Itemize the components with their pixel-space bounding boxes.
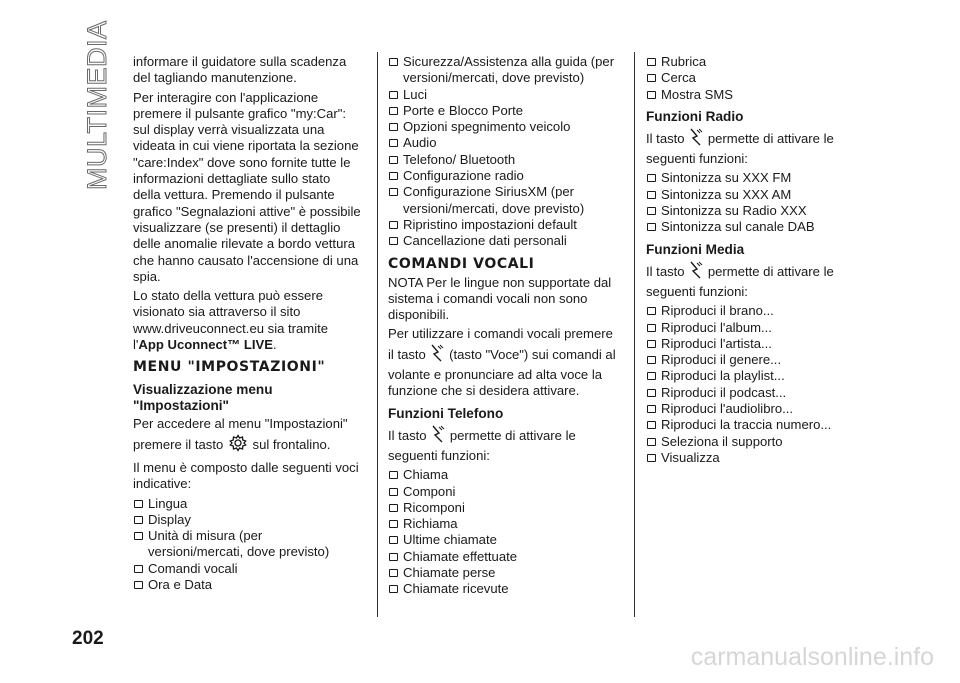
list-item: Riproduci l'audiolibro... <box>646 401 846 417</box>
list-item: Sintonizza su Radio XXX <box>646 203 846 219</box>
section-label: MULTIMEDIA <box>82 20 112 190</box>
column-2 <box>388 54 620 601</box>
list-item: Ora e Data <box>133 577 361 593</box>
heading-funzioni-telefono: Funzioni Telefono <box>388 405 504 421</box>
list-item: Riproduci la playlist... <box>646 368 846 384</box>
list-item: Chiamate ricevute <box>388 581 620 597</box>
column-divider <box>634 52 635 617</box>
list-item: Riproduci l'album... <box>646 320 846 336</box>
media-functions-list <box>646 303 846 466</box>
list-item: Porte e Blocco Porte <box>388 103 620 119</box>
list-item: Lingua <box>133 496 361 512</box>
phone-functions-list <box>388 467 620 597</box>
voice-command-icon <box>688 260 704 284</box>
list-item: Opzioni spegnimento veicolo <box>388 119 620 135</box>
heading-funzioni-radio: Funzioni Radio <box>646 108 744 124</box>
list-item: Rubrica <box>646 54 846 70</box>
list-item: Ricomponi <box>388 500 620 516</box>
paragraph: Per accedere al menu "Impostazioni" premere il tasto sul frontalino. <box>133 416 361 457</box>
list-item: Riproduci l'artista... <box>646 336 846 352</box>
heading-comandi-vocali: COMANDI VOCALI <box>388 255 535 272</box>
paragraph: informare il guidatore sulla scadenza del tagliando manutenzione. <box>133 54 347 86</box>
paragraph: Il tasto permette di attivare le seguenti funzioni: <box>388 424 620 465</box>
list-item: Seleziona il supporto <box>646 434 846 450</box>
note: NOTA Per le lingue non supportate dal sistema i comandi vocali non sono disponibili. <box>388 274 612 323</box>
list-item: Luci <box>388 87 620 103</box>
paragraph: Per interagire con l'applicazione premere il pulsante grafico "my:Car": sul display verrà visualizzata una videata in cui viene riportata la sezione "care:Index" dove sono fornite tutte le informazioni dettagliate sullo stato della vettura. Premendo il pulsante grafico "Segnalazioni attive" è possibile visualizzare (se presenti) il dettaglio delle anomalie rilevate a bordo vettura che hanno causato l'accensione di una spia. <box>133 89 361 284</box>
app-name: App Uconnect™ LIVE <box>138 337 274 353</box>
heading-funzioni-media: Funzioni Media <box>646 241 745 257</box>
column-3 <box>646 54 846 469</box>
phone-functions-list-continued <box>646 54 846 103</box>
page-number: 202 <box>72 628 104 649</box>
paragraph: Il tasto permette di attivare le seguenti funzioni: <box>646 127 846 168</box>
list-item: Telefono/ Bluetooth <box>388 152 620 168</box>
paragraph: Lo stato della vettura può essere visionato sia attraverso il sito www.driveuconnect.eu sia tramite l'App Uconnect™ LIVE. <box>133 288 329 353</box>
settings-menu-list-continued <box>388 54 620 250</box>
list-item: Visualizza <box>646 450 846 466</box>
list-item: Riproduci la traccia numero... <box>646 417 846 433</box>
watermark: carmanualsonline.info <box>690 643 934 671</box>
list-item: Ripristino impostazioni default <box>388 217 620 233</box>
list-item: Chiama <box>388 467 620 483</box>
paragraph: Il tasto permette di attivare le seguenti funzioni: <box>646 260 846 301</box>
voice-command-icon <box>429 343 445 367</box>
list-item: Sintonizza su XXX AM <box>646 187 846 203</box>
list-item: Ultime chiamate <box>388 532 620 548</box>
list-item: Display <box>133 512 361 528</box>
list-item: Chiamate perse <box>388 565 620 581</box>
list-item: Cancellazione dati personali <box>388 233 620 249</box>
paragraph: Il menu è composto dalle seguenti voci indicative: <box>133 459 359 492</box>
list-item: Componi <box>388 484 620 500</box>
settings-menu-list <box>133 496 361 594</box>
list-item: Sicurezza/Assistenza alla guida (per versioni/mercati, dove previsto) <box>388 54 620 87</box>
list-item: Riproduci il brano... <box>646 303 846 319</box>
list-item: Sintonizza sul canale DAB <box>646 219 846 235</box>
column-1 <box>133 54 361 596</box>
list-item: Riproduci il podcast... <box>646 385 846 401</box>
list-item: Sintonizza su XXX FM <box>646 170 846 186</box>
list-item: Chiamate effettuate <box>388 549 620 565</box>
list-item: Unità di misura (per versioni/mercati, dove previsto) <box>133 528 361 561</box>
list-item: Cerca <box>646 70 846 86</box>
list-item: Configurazione SiriusXM (per versioni/mercati, dove previsto) <box>388 184 620 217</box>
list-item: Mostra SMS <box>646 87 846 103</box>
list-item: Configurazione radio <box>388 168 620 184</box>
radio-functions-list <box>646 170 846 235</box>
subheading: Visualizzazione menu "Impostazioni" <box>133 382 273 414</box>
list-item: Riproduci il genere... <box>646 352 846 368</box>
list-item: Audio <box>388 135 620 151</box>
paragraph: Per utilizzare i comandi vocali premere il tasto (tasto "Voce") sui comandi al volante e pronunciare ad alta voce la funzione che si desidera attivare. <box>388 326 616 399</box>
voice-command-icon <box>688 127 704 151</box>
voice-command-icon <box>430 424 446 448</box>
list-item: Richiama <box>388 516 620 532</box>
list-item: Comandi vocali <box>133 561 361 577</box>
settings-gear-icon <box>227 433 249 457</box>
heading-menu-impostazioni: MENU "IMPOSTAZIONI" <box>133 359 326 376</box>
column-divider <box>377 52 378 617</box>
